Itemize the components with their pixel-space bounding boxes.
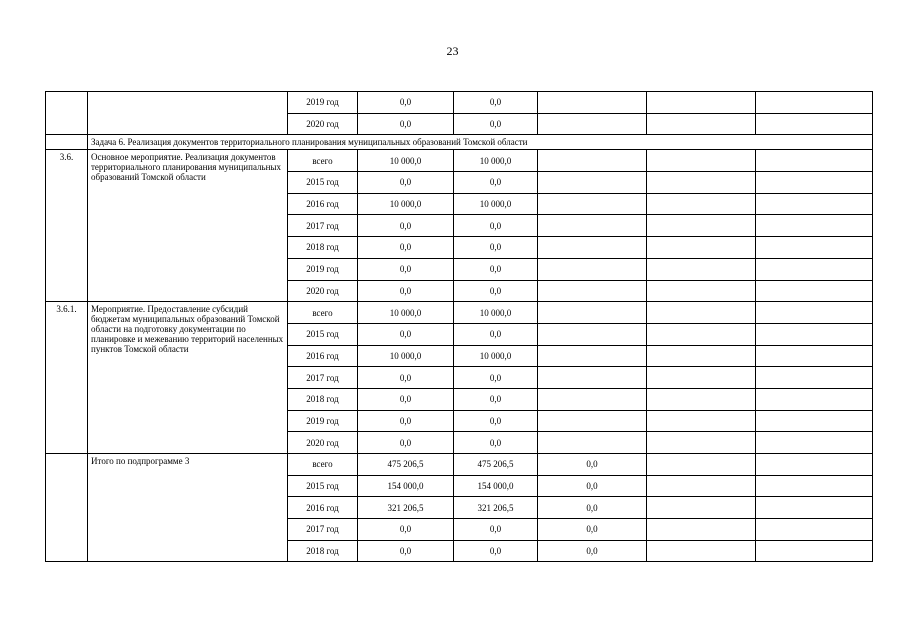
value-cell-col2: 10 000,0 xyxy=(454,302,538,324)
period-cell: 2015 год xyxy=(288,475,358,497)
value-cell-col1: 0,0 xyxy=(358,92,454,114)
value-cell-col5 xyxy=(756,367,873,389)
value-cell-col2: 0,0 xyxy=(454,237,538,259)
value-cell-col3 xyxy=(538,367,647,389)
value-cell-col4 xyxy=(647,215,756,237)
value-cell-col5 xyxy=(756,193,873,215)
period-cell: 2019 год xyxy=(288,92,358,114)
value-cell-col1: 0,0 xyxy=(358,323,454,345)
value-cell-col4 xyxy=(647,540,756,562)
value-cell-col3 xyxy=(538,258,647,280)
value-cell-col1: 0,0 xyxy=(358,367,454,389)
number-cell xyxy=(46,92,88,135)
value-cell-col4 xyxy=(647,345,756,367)
value-cell-col1: 0,0 xyxy=(358,519,454,541)
period-cell: всего xyxy=(288,454,358,476)
value-cell-col5 xyxy=(756,92,873,114)
value-cell-col1: 154 000,0 xyxy=(358,475,454,497)
value-cell-col3 xyxy=(538,345,647,367)
value-cell-col4 xyxy=(647,475,756,497)
value-cell-col2: 0,0 xyxy=(454,92,538,114)
value-cell-col3 xyxy=(538,432,647,454)
value-cell-col3: 0,0 xyxy=(538,475,647,497)
value-cell-col4 xyxy=(647,323,756,345)
value-cell-col5 xyxy=(756,410,873,432)
value-cell-col4 xyxy=(647,237,756,259)
value-cell-col1: 321 206,5 xyxy=(358,497,454,519)
value-cell-col5 xyxy=(756,323,873,345)
task-title: Задача 6. Реализация документов территориального планирования муниципальных образований Томской области xyxy=(88,135,873,150)
value-cell-col2: 0,0 xyxy=(454,113,538,135)
value-cell-col5 xyxy=(756,497,873,519)
value-cell-col5 xyxy=(756,280,873,302)
value-cell-col2: 0,0 xyxy=(454,258,538,280)
value-cell-col1: 475 206,5 xyxy=(358,454,454,476)
page-number: 23 xyxy=(446,44,459,58)
value-cell-col4 xyxy=(647,497,756,519)
value-cell-col3: 0,0 xyxy=(538,497,647,519)
period-cell: 2020 год xyxy=(288,432,358,454)
value-cell-col2: 0,0 xyxy=(454,388,538,410)
value-cell-col1: 10 000,0 xyxy=(358,302,454,324)
period-cell: 2017 год xyxy=(288,519,358,541)
period-cell: всего xyxy=(288,150,358,172)
table-row xyxy=(46,92,873,114)
value-cell-col2: 10 000,0 xyxy=(454,150,538,172)
value-cell-col2: 475 206,5 xyxy=(454,454,538,476)
period-cell: 2016 год xyxy=(288,345,358,367)
value-cell-col3 xyxy=(538,237,647,259)
table-row xyxy=(46,454,873,476)
value-cell-col3: 0,0 xyxy=(538,519,647,541)
item-number xyxy=(46,454,88,562)
task-row xyxy=(46,135,873,150)
value-cell-col3: 0,0 xyxy=(538,454,647,476)
value-cell-col1: 0,0 xyxy=(358,215,454,237)
value-cell-col5 xyxy=(756,258,873,280)
value-cell-col5 xyxy=(756,432,873,454)
value-cell-col4 xyxy=(647,367,756,389)
value-cell-col4 xyxy=(647,519,756,541)
value-cell-col5 xyxy=(756,150,873,172)
name-cell xyxy=(88,92,288,135)
value-cell-col4 xyxy=(647,410,756,432)
value-cell-col3: 0,0 xyxy=(538,540,647,562)
table-row xyxy=(46,150,873,172)
value-cell-col2: 0,0 xyxy=(454,215,538,237)
value-cell-col4 xyxy=(647,113,756,135)
period-cell: 2020 год xyxy=(288,113,358,135)
period-cell: 2015 год xyxy=(288,172,358,194)
value-cell-col1: 0,0 xyxy=(358,540,454,562)
value-cell-col3 xyxy=(538,280,647,302)
value-cell-col2: 10 000,0 xyxy=(454,193,538,215)
budget-table xyxy=(45,91,873,562)
value-cell-col4 xyxy=(647,150,756,172)
value-cell-col2: 0,0 xyxy=(454,432,538,454)
value-cell-col5 xyxy=(756,113,873,135)
value-cell-col1: 0,0 xyxy=(358,280,454,302)
value-cell-col5 xyxy=(756,215,873,237)
period-cell: 2015 год xyxy=(288,323,358,345)
item-name: Основное мероприятие. Реализация документов территориального планирования муниципальных образований Томской области xyxy=(88,150,288,302)
value-cell-col3 xyxy=(538,150,647,172)
value-cell-col1: 0,0 xyxy=(358,113,454,135)
value-cell-col1: 0,0 xyxy=(358,410,454,432)
value-cell-col3 xyxy=(538,172,647,194)
period-cell: 2016 год xyxy=(288,497,358,519)
item-number: 3.6. xyxy=(46,150,88,302)
value-cell-col2: 0,0 xyxy=(454,323,538,345)
value-cell-col2: 0,0 xyxy=(454,540,538,562)
value-cell-col1: 0,0 xyxy=(358,432,454,454)
value-cell-col5 xyxy=(756,540,873,562)
value-cell-col1: 0,0 xyxy=(358,237,454,259)
value-cell-col2: 0,0 xyxy=(454,367,538,389)
value-cell-col3 xyxy=(538,323,647,345)
value-cell-col3 xyxy=(538,215,647,237)
value-cell-col1: 0,0 xyxy=(358,172,454,194)
value-cell-col4 xyxy=(647,302,756,324)
value-cell-col2: 0,0 xyxy=(454,410,538,432)
value-cell-col3 xyxy=(538,302,647,324)
value-cell-col2: 154 000,0 xyxy=(454,475,538,497)
value-cell-col2: 321 206,5 xyxy=(454,497,538,519)
item-number: 3.6.1. xyxy=(46,302,88,454)
value-cell-col5 xyxy=(756,388,873,410)
value-cell-col3 xyxy=(538,193,647,215)
value-cell-col4 xyxy=(647,92,756,114)
value-cell-col3 xyxy=(538,92,647,114)
value-cell-col5 xyxy=(756,454,873,476)
value-cell-col2: 10 000,0 xyxy=(454,345,538,367)
period-cell: 2019 год xyxy=(288,410,358,432)
period-cell: 2017 год xyxy=(288,215,358,237)
value-cell-col5 xyxy=(756,237,873,259)
value-cell-col4 xyxy=(647,454,756,476)
value-cell-col4 xyxy=(647,258,756,280)
value-cell-col1: 0,0 xyxy=(358,258,454,280)
value-cell-col5 xyxy=(756,302,873,324)
value-cell-col4 xyxy=(647,388,756,410)
value-cell-col2: 0,0 xyxy=(454,519,538,541)
value-cell-col3 xyxy=(538,388,647,410)
value-cell-col4 xyxy=(647,193,756,215)
value-cell-col1: 0,0 xyxy=(358,388,454,410)
value-cell-col1: 10 000,0 xyxy=(358,193,454,215)
period-cell: 2018 год xyxy=(288,540,358,562)
table-row xyxy=(46,302,873,324)
value-cell-col1: 10 000,0 xyxy=(358,150,454,172)
period-cell: 2017 год xyxy=(288,367,358,389)
period-cell: 2019 год xyxy=(288,258,358,280)
value-cell-col5 xyxy=(756,475,873,497)
number-cell xyxy=(46,135,88,150)
value-cell-col4 xyxy=(647,432,756,454)
value-cell-col4 xyxy=(647,280,756,302)
period-cell: всего xyxy=(288,302,358,324)
value-cell-col2: 0,0 xyxy=(454,172,538,194)
period-cell: 2016 год xyxy=(288,193,358,215)
value-cell-col5 xyxy=(756,345,873,367)
value-cell-col2: 0,0 xyxy=(454,280,538,302)
value-cell-col3 xyxy=(538,113,647,135)
period-cell: 2018 год xyxy=(288,237,358,259)
period-cell: 2018 год xyxy=(288,388,358,410)
period-cell: 2020 год xyxy=(288,280,358,302)
item-name: Итого по подпрограмме 3 xyxy=(88,454,288,562)
value-cell-col4 xyxy=(647,172,756,194)
value-cell-col5 xyxy=(756,172,873,194)
value-cell-col1: 10 000,0 xyxy=(358,345,454,367)
value-cell-col3 xyxy=(538,410,647,432)
value-cell-col5 xyxy=(756,519,873,541)
item-name: Мероприятие. Предоставление субсидий бюджетам муниципальных образований Томской области на подготовку документации по планировке и межеванию территорий населенных пунктов Томской области xyxy=(88,302,288,454)
